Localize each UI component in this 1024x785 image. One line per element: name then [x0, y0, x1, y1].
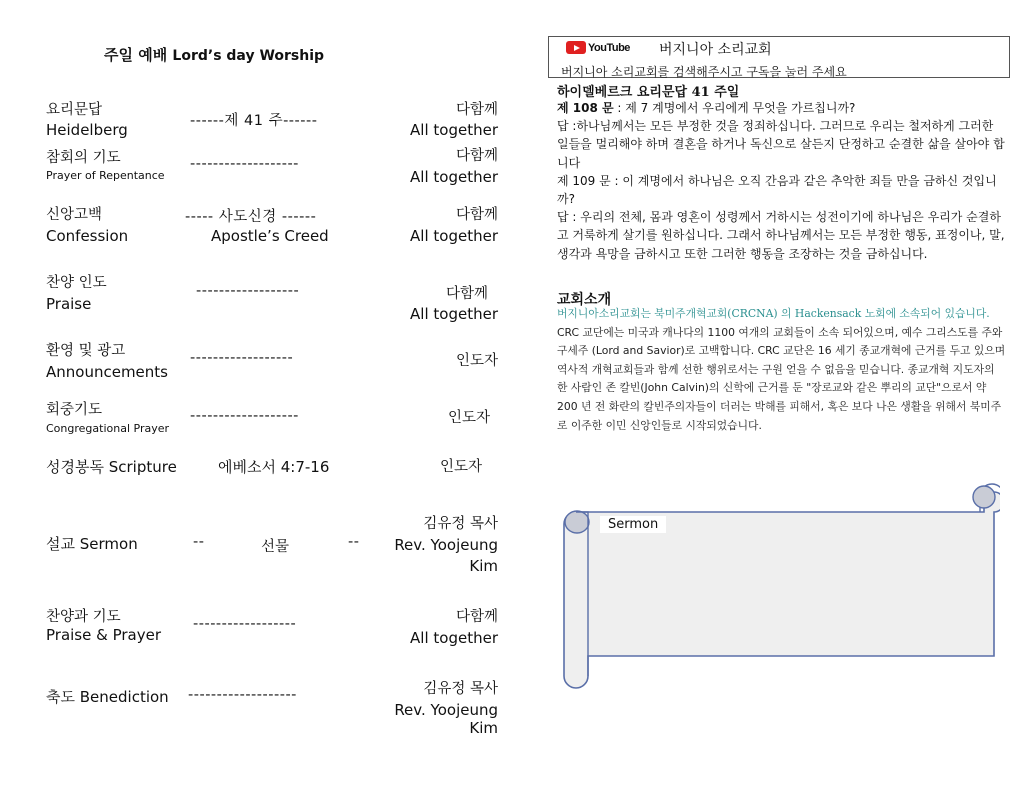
youtube-logo[interactable]	[566, 41, 630, 54]
leader-en: Rev. Yoojeung	[394, 701, 498, 719]
question-label: 제 109 문	[557, 173, 611, 188]
title-korean: 주일 예배	[104, 46, 168, 64]
sermon-scroll-label: Sermon	[600, 516, 666, 533]
item-label-ko: 요리문답	[46, 102, 103, 118]
item-label: 설교 Sermon	[46, 535, 138, 553]
leader-ko: 다함께	[455, 148, 498, 164]
scroll-banner-icon	[556, 480, 1000, 694]
title-english: Lord’s day Worship	[172, 48, 325, 64]
item-middle: ------제 41 주------	[190, 113, 318, 129]
intro-body-text: CRC 교단에는 미국과 캐나다의 1100 여개의 교회들이 소속 되어있으며, 예수 그리스도를 주와 구세주 (Lord and Savior)로 고백합니다. CRC 교단은 16 세기 종교개혁에 근거를 두고 있으며 역사적 개혁교회들과 함께 선한 행위로서는 구원 얻을 수 없음을 믿습니다. 종교개혁 지도자의 한 사람인 존 칼빈(John Calvin)의 신학에 근거를 둔 "장로교와 같은 뿌리의 교단"으로서 약 200 년 전 화란의 칼빈주의자들이 더러는 박해를 피해서, 혹은 보다 나은 생활을 위해서 북미주로 이주한 이민 신앙인들로 시작되었습니다.	[557, 325, 1006, 432]
youtube-logo-text: YouTube	[588, 41, 630, 54]
question-108	[557, 99, 1007, 117]
answer-label: 답	[557, 119, 569, 134]
item-label-ko: 신앙고백	[46, 207, 103, 223]
page-title	[104, 44, 324, 65]
item-middle: -------------------	[188, 687, 297, 703]
item-middle: -------------------	[190, 408, 299, 424]
item-label-en: Prayer of Repentance	[46, 169, 165, 182]
answer-label: 답	[557, 210, 569, 225]
answer-108	[557, 117, 1007, 172]
youtube-channel-name: 버지니아 소리교회	[659, 42, 772, 58]
catechism-text	[557, 99, 1007, 263]
leader-ko: 다함께	[455, 609, 498, 625]
answer-text: :하나님께서는 모든 부정한 것을 정죄하십니다. 그러므로 우리는 철저하게 그러한 일들을 멀리해야 하며 결혼을 하거나 독신으로 살든지 단정하고 순결한 삶을 살아야 합니다	[557, 119, 1005, 170]
youtube-play-icon	[566, 41, 586, 54]
church-intro-heading: 교회소개	[557, 292, 612, 308]
item-middle: ------------------	[196, 283, 300, 299]
item-label-en: Announcements	[46, 363, 168, 381]
sermon-scroll	[556, 480, 1000, 694]
leader-en: Rev. Yoojeung	[394, 536, 498, 554]
question-label: 제 108 문	[557, 101, 614, 115]
leader-ko: 다함께	[445, 286, 488, 302]
item-dash-right: --	[348, 534, 360, 550]
leader-en: All together	[410, 629, 498, 647]
leader-en-2: Kim	[469, 719, 498, 737]
leader-ko: 다함께	[455, 102, 498, 118]
item-middle-en: Apostle’s Creed	[211, 227, 329, 245]
item-label-ko: 환영 및 광고	[46, 343, 126, 359]
leader-en: All together	[410, 227, 498, 245]
item-middle: 에베소서 4:7-16	[218, 458, 330, 476]
item-label-en: Praise & Prayer	[46, 626, 161, 644]
item-label-en: Confession	[46, 227, 129, 245]
leader-en-2: Kim	[469, 557, 498, 575]
leader: 인도자	[455, 353, 498, 369]
item-label-ko: 회중기도	[46, 402, 103, 418]
question-109	[557, 172, 1007, 208]
question-text: : 이 계명에서 하나님은 오직 간음과 같은 추악한 죄들 만을 금하신 것입니까?	[557, 173, 997, 207]
leader: 인도자	[439, 459, 482, 475]
item-label-ko: 찬양과 기도	[46, 609, 121, 625]
catechism-heading: 하이델베르크 요리문답 41 주일	[557, 85, 740, 100]
leader-ko: 다함께	[455, 207, 498, 223]
item-label-en: Heidelberg	[46, 121, 128, 139]
answer-109	[557, 208, 1007, 263]
leader-en: All together	[410, 305, 498, 323]
item-label-en: Praise	[46, 295, 92, 313]
item-middle: ------------------	[190, 350, 294, 366]
intro-teal-text: 버지니아소리교회는 북미주개혁교회(CRCNA) 의 Hackensack 노회에 소속되어 있습니다.	[557, 307, 990, 320]
item-middle: 선물	[261, 539, 290, 555]
leader: 인도자	[447, 410, 490, 426]
youtube-subscribe-note: 버지니아 소리교회를 검색해주시고 구독을 눌러 주세요	[561, 65, 847, 79]
question-text: : 제 7 계명에서 우리에게 무엇을 가르칩니까?	[613, 101, 856, 115]
youtube-box	[548, 36, 1010, 78]
item-label-ko: 참회의 기도	[46, 150, 121, 166]
item-label-en: Congregational Prayer	[46, 422, 170, 435]
church-intro-text	[557, 305, 1007, 435]
item-label: 축도 Benediction	[46, 688, 169, 706]
item-middle: ----- 사도신경 ------	[185, 209, 317, 225]
item-label: 성경봉독 Scripture	[46, 458, 177, 476]
item-dash-left: --	[193, 534, 205, 550]
leader-en: All together	[410, 121, 498, 139]
item-label-ko: 찬양 인도	[46, 275, 107, 291]
leader-en: All together	[410, 168, 498, 186]
leader-ko: 김유정 목사	[423, 516, 498, 532]
leader-ko: 김유정 목사	[423, 681, 498, 697]
answer-text: : 우리의 전체, 몸과 영혼이 성령께서 거하시는 성전이기에 하나님은 우리가 순결하고 거룩하게 살기를 원하십니다. 그래서 하나님께서는 모든 부정한 행동, 표정이나, 말, 생각과 욕망을 금하시고 또한 그러한 행동을 조장하는 것을 금하십니다.	[557, 210, 1005, 261]
item-middle: -------------------	[190, 156, 299, 172]
item-middle: ------------------	[193, 616, 297, 632]
